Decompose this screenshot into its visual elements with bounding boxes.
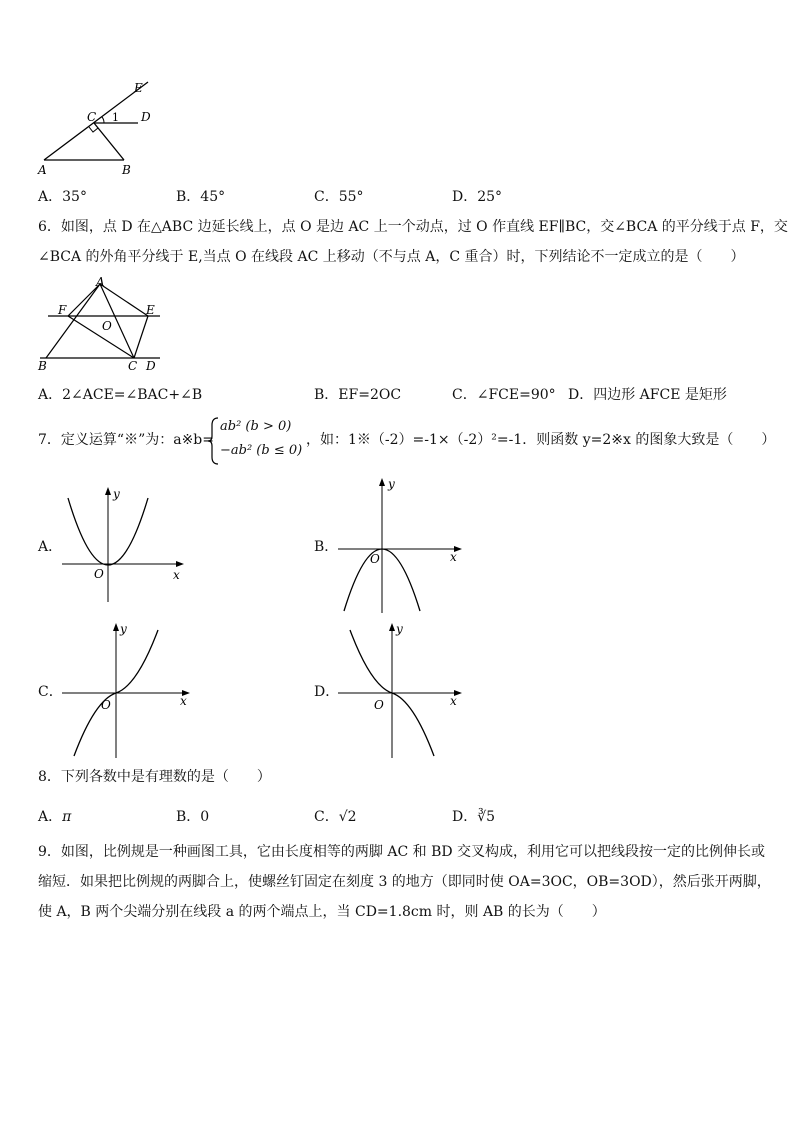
q5-option-c[interactable]: C．55° bbox=[314, 189, 364, 205]
q7d-axis-y: y bbox=[396, 622, 403, 636]
q7-case-2: −ab² (b ≤ 0) bbox=[220, 443, 303, 458]
q7a-axis-x: x bbox=[173, 568, 180, 582]
q5-label-1: 1 bbox=[112, 111, 119, 124]
q7-stem-suffix: ，如：1※（-2）=-1×（-2）²=-1．则函数 y=2※x 的图象大致是（ ） bbox=[306, 432, 776, 448]
q7b-axis-y: y bbox=[388, 477, 395, 491]
q7-graph-c[interactable] bbox=[60, 620, 195, 760]
q7-graph-b[interactable] bbox=[336, 475, 466, 615]
q5-label-B: B bbox=[122, 163, 131, 177]
q7-piecewise bbox=[208, 417, 304, 465]
q7-option-b-label[interactable]: B． bbox=[314, 539, 339, 555]
q8-option-b[interactable]: B．0 bbox=[176, 809, 210, 825]
q6-label-B: B bbox=[38, 359, 47, 372]
q6-label-A: A bbox=[96, 276, 105, 289]
q5-label-A: A bbox=[38, 163, 47, 177]
left-brace bbox=[208, 417, 220, 465]
q9-stem-line3: 使 A，B 两个尖端分别在线段 a 的两个端点上，当 CD=1.8cm 时，则 AB 的长为（ ） bbox=[38, 904, 606, 920]
q6-label-E: E bbox=[146, 303, 155, 317]
q7-stem-prefix: 7．定义运算“※”为：a※b= bbox=[38, 432, 214, 448]
q7-option-a-label[interactable]: A． bbox=[38, 539, 63, 555]
q6-label-O: O bbox=[102, 319, 112, 333]
q5-figure bbox=[34, 78, 164, 178]
q6-label-C: C bbox=[128, 359, 138, 372]
q7-graph-d[interactable] bbox=[336, 620, 466, 760]
q6-stem-line2: ∠BCA 的外角平分线于 E,当点 O 在线段 AC 上移动（不与点 A，C 重合）时，下列结论不一定成立的是（ ） bbox=[38, 249, 745, 265]
q9-stem-line2: 缩短．如果把比例规的两脚合上，使螺丝钉固定在刻度 3 的地方（即同时使 OA=3OC，OB=3OD），然后张开两脚， bbox=[38, 874, 771, 890]
q9-stem-line1: 9．如图，比例规是一种画图工具，它由长度相等的两脚 AC 和 BD 交叉构成，利用它可以把线段按一定的比例伸长或 bbox=[38, 844, 766, 860]
q7c-origin: O bbox=[101, 698, 111, 712]
q7-option-c-label[interactable]: C． bbox=[38, 684, 63, 700]
q7b-axis-x: x bbox=[450, 550, 457, 564]
q8-option-a[interactable]: A．π bbox=[38, 809, 72, 825]
q8-stem: 8．下列各数中是有理数的是（ ） bbox=[38, 769, 271, 785]
q5-label-E: E bbox=[134, 81, 143, 95]
q6-label-D: D bbox=[146, 359, 156, 372]
q7d-origin: O bbox=[374, 698, 384, 712]
q6-option-d[interactable]: D．四边形 AFCE 是矩形 bbox=[568, 387, 727, 403]
q7a-origin: O bbox=[94, 567, 104, 581]
q6-stem-line1: 6．如图，点 D 在△ABC 边延长线上，点 O 是边 AC 上一个动点，过 O 作直线 EF∥BC，交∠BCA 的平分线于点 F，交 bbox=[38, 219, 788, 235]
q7c-axis-x: x bbox=[180, 694, 187, 708]
q5-option-a[interactable]: A．35° bbox=[38, 189, 87, 205]
q5-label-C: C bbox=[87, 110, 97, 124]
q5-label-D: D bbox=[141, 110, 151, 124]
q8-option-c[interactable]: C．√2 bbox=[314, 809, 357, 825]
q7c-axis-y: y bbox=[120, 622, 127, 636]
q7-option-d-label[interactable]: D． bbox=[314, 684, 340, 700]
q6-option-c[interactable]: C．∠FCE=90° bbox=[452, 387, 556, 403]
q6-figure bbox=[34, 276, 166, 372]
q7-case-1: ab² (b > 0) bbox=[220, 419, 292, 434]
q7-graph-a[interactable] bbox=[60, 484, 190, 604]
q6-label-F: F bbox=[58, 303, 67, 317]
q7b-origin: O bbox=[370, 552, 380, 566]
q5-option-b[interactable]: B．45° bbox=[176, 189, 226, 205]
q7d-axis-x: x bbox=[450, 694, 457, 708]
q5-option-d[interactable]: D．25° bbox=[452, 189, 503, 205]
q6-option-a[interactable]: A．2∠ACE=∠BAC+∠B bbox=[38, 387, 203, 403]
q6-option-b[interactable]: B．EF=2OC bbox=[314, 387, 402, 403]
q8-option-d[interactable]: D．∛5 bbox=[452, 809, 496, 825]
q7a-axis-y: y bbox=[113, 487, 120, 501]
